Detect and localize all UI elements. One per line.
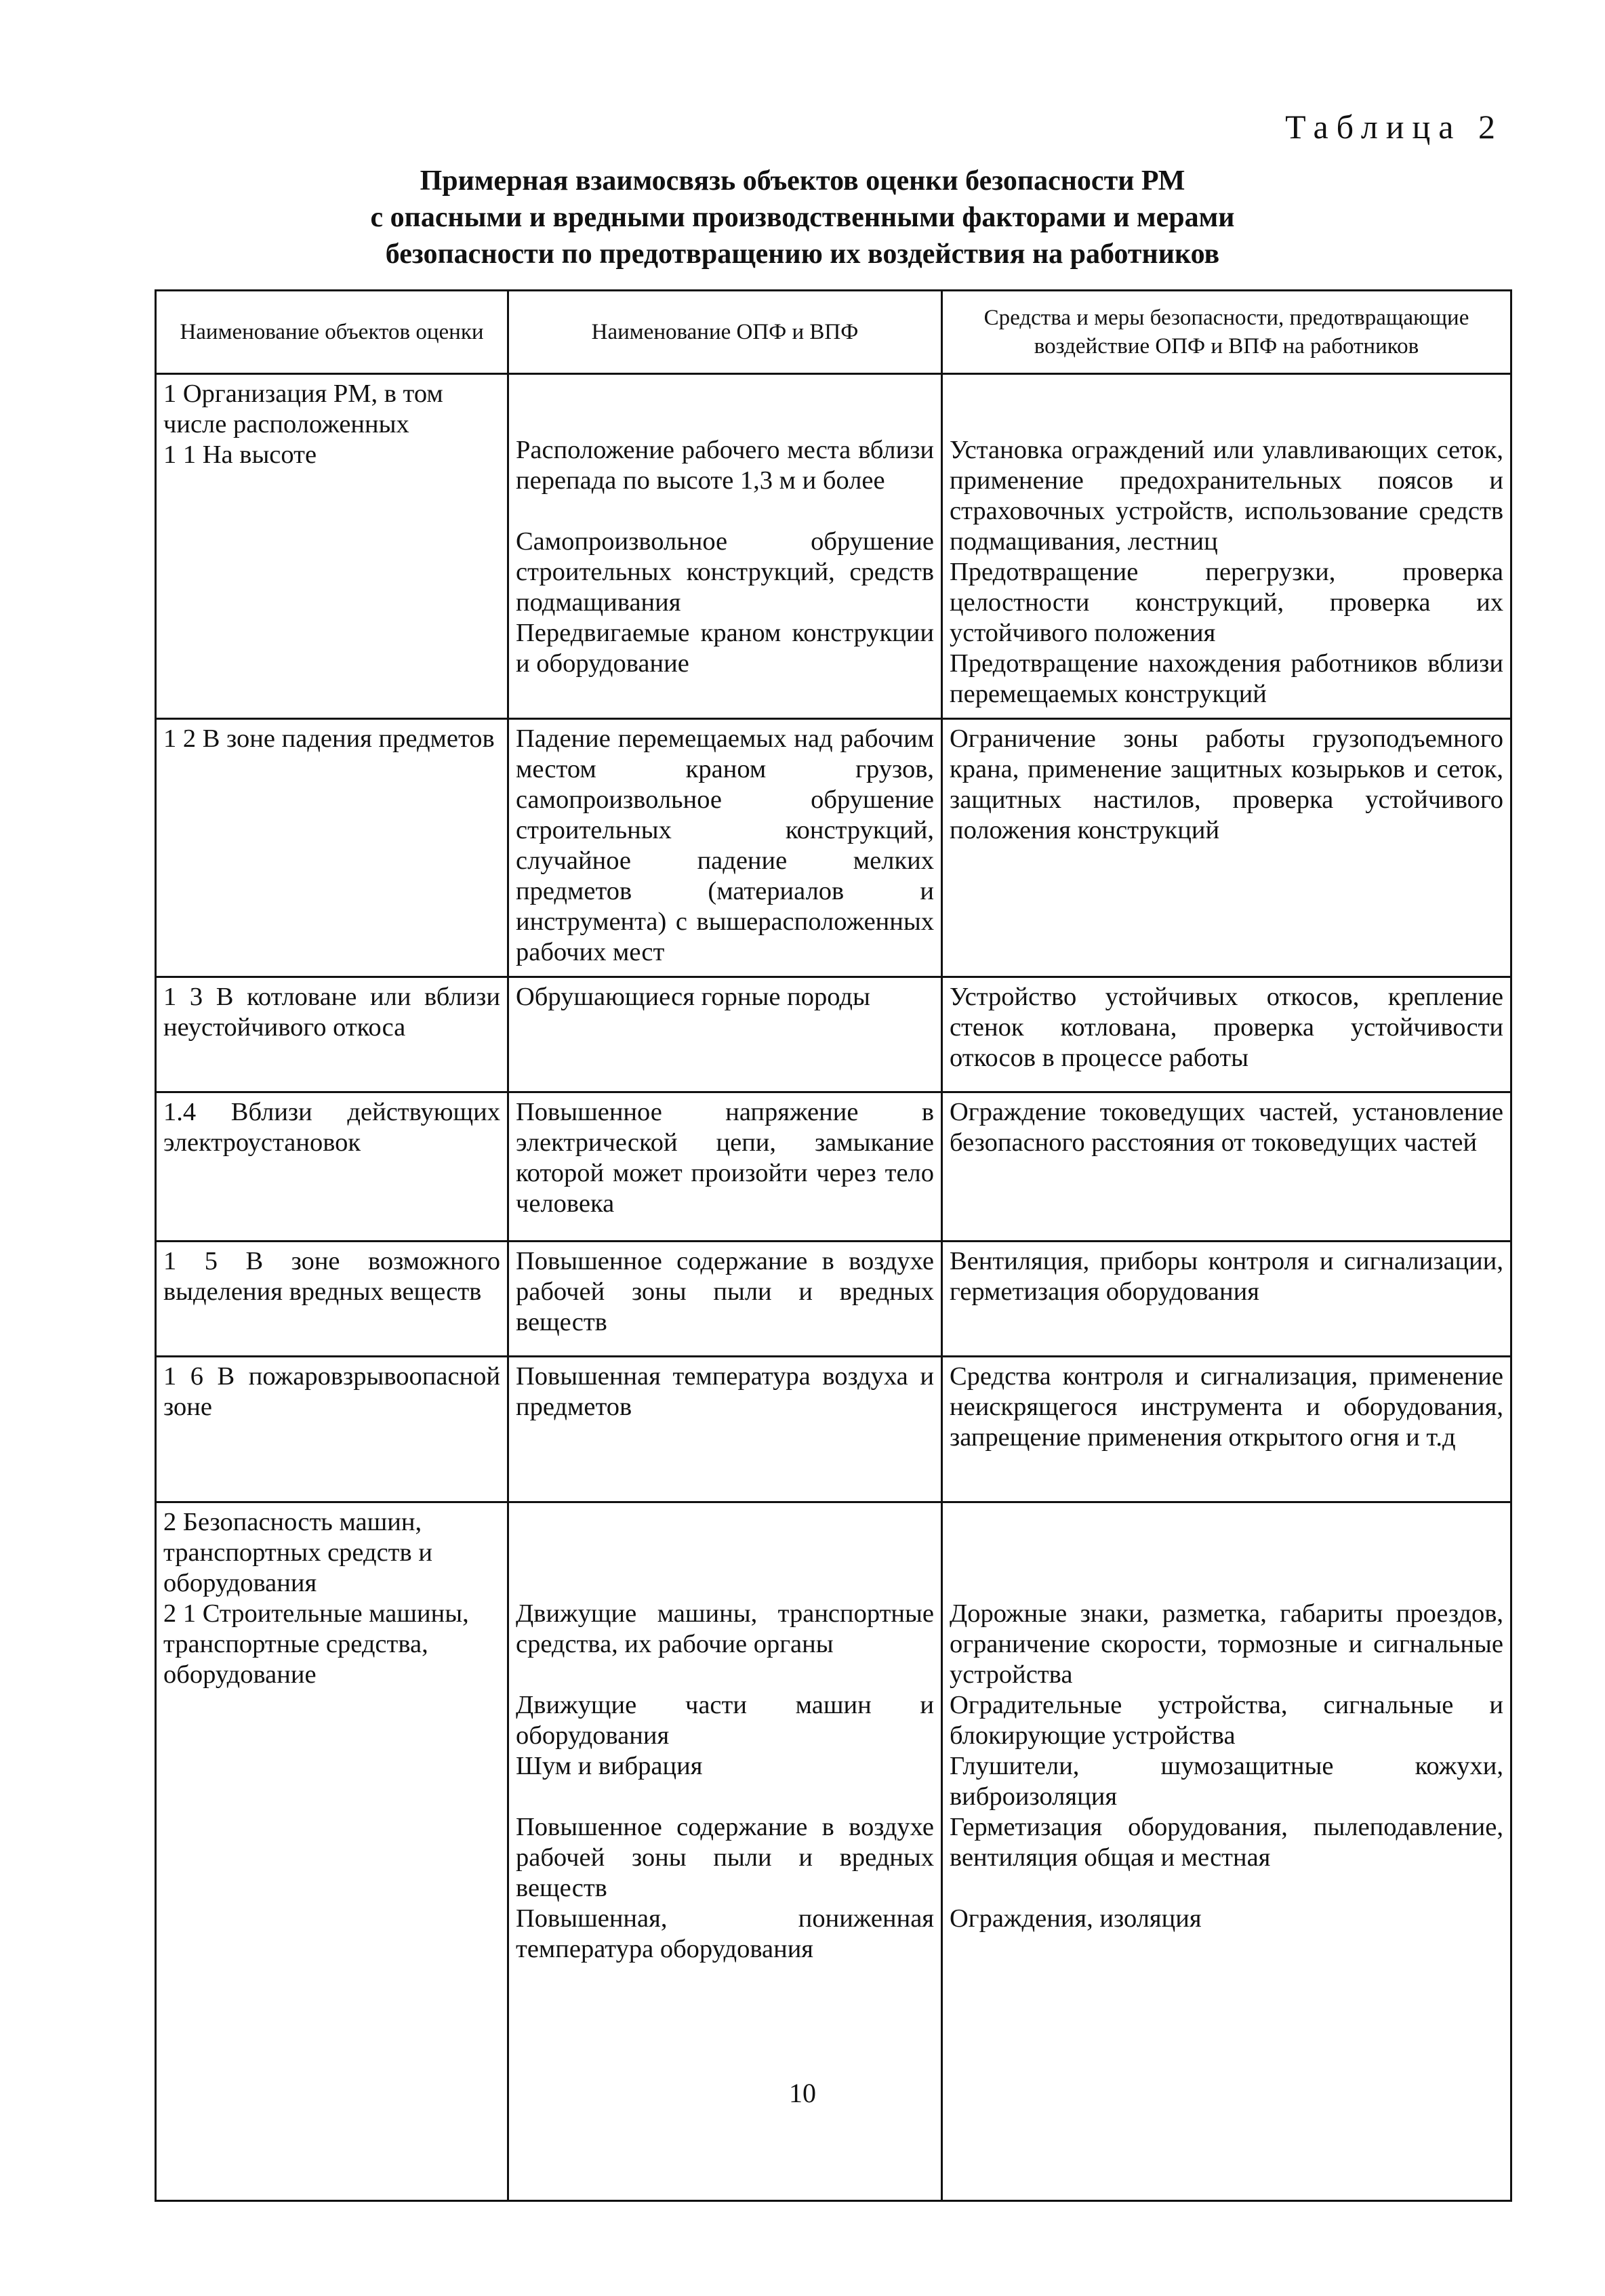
hazard-text: Движущие машины, транспортные средства, их рабочие органы [516, 1599, 934, 1658]
object-cell [156, 1242, 508, 1357]
safety-table [155, 289, 1512, 2202]
hazard-text: Шум и вибрация [516, 1752, 703, 1780]
object-text: 1 3 В котловане или вблизи неустойчивого откоса [163, 983, 500, 1042]
hazard-text: Передвигаемые краном конструкции и оборудование [516, 619, 934, 678]
title-line: безопасности по предотвращению их воздействия на работников [385, 239, 1220, 270]
document-title [0, 163, 1605, 272]
hazard-cell [508, 1092, 942, 1242]
measure-text: Ограничение зоны работы грузоподъемного крана, применение защитных козырьков и сеток, защитных настилов, проверка устойчивого положения конструкций [950, 724, 1503, 844]
object-cell [156, 719, 508, 977]
measure-text: Ограждения, изоляция [950, 1904, 1202, 1933]
table-label: Таблица 2 [1285, 108, 1503, 146]
table-row [156, 1242, 1511, 1357]
measure-text: Дорожные знаки, разметка, габариты проездов, ограничение скорости, тормозные и сигнальные устройства [950, 1599, 1503, 1689]
hazard-text: Повышенное содержание в воздухе рабочей зоны пыли и вредных веществ [516, 1247, 934, 1336]
header-row [156, 291, 1511, 374]
title-line: Примерная взаимосвязь объектов оценки безопасности РМ [420, 165, 1185, 197]
measure-cell [942, 977, 1511, 1092]
hazard-cell [508, 374, 942, 719]
header-measures: Средства и меры безопасности, предотвращающие воздействие ОПФ и ВПФ на работников [942, 291, 1511, 374]
measure-text: Устройство устойчивых откосов, крепление стенок котлована, проверка устойчивости откосов в процессе работы [950, 983, 1503, 1072]
measure-text: Предотвращение перегрузки, проверка целостности конструкций, проверка их устойчивого положения [950, 558, 1503, 647]
object-text: 1 6 В пожаровзрывоопасной зоне [163, 1362, 500, 1421]
hazard-text: Падение перемещаемых над рабочим местом краном грузов, самопроизвольное обрушение строительных конструкций, случайное падение мелких предметов (материалов и инструмента) с вышерасположенных рабочих мест [516, 724, 934, 966]
object-text: 1 2 В зоне падения предметов [163, 724, 495, 753]
object-cell [156, 1357, 508, 1502]
object-text: 1 Организация РМ, в том числе расположенных [163, 380, 443, 438]
measure-text: Герметизация оборудования, пылеподавление, вентиляция общая и местная [950, 1813, 1503, 1872]
hazard-text: Движущие части машин и оборудования [516, 1691, 934, 1750]
table-row [156, 1357, 1511, 1502]
hazard-text: Обрушающиеся горные породы [516, 983, 870, 1011]
measure-cell [942, 719, 1511, 977]
hazard-cell [508, 1357, 942, 1502]
hazard-cell [508, 1242, 942, 1357]
object-cell [156, 1092, 508, 1242]
object-text: 1 1 На высоте [163, 440, 317, 469]
table-row [156, 977, 1511, 1092]
measure-text: Установка ограждений или улавливающих сеток, применение предохранительных поясов и страховочных устройств, использование средств подмащивания, лестниц [950, 436, 1503, 556]
measure-cell [942, 1242, 1511, 1357]
measure-text: Оградительные устройства, сигнальные и блокирующие устройства [950, 1691, 1503, 1750]
hazard-cell [508, 977, 942, 1092]
hazard-text: Повышенное напряжение в электрической цепи, замыкание которой может произойти через тело человека [516, 1098, 934, 1218]
object-text: 2 Безопасность машин, транспортных средств и оборудования [163, 1508, 432, 1597]
measure-text: Ограждение токоведущих частей, установление безопасного расстояния от токоведущих частей [950, 1098, 1503, 1157]
measure-text: Средства контроля и сигнализация, применение неискрящегося инструмента и оборудования, запрещение применения открытого огня и т.д [950, 1362, 1503, 1452]
hazard-cell [508, 719, 942, 977]
hazard-text: Повышенная, пониженная температура оборудования [516, 1904, 934, 1963]
object-text: 1.4 Вблизи действующих электроустановок [163, 1098, 500, 1157]
measure-cell [942, 1357, 1511, 1502]
table-row [156, 1092, 1511, 1242]
page-number: 10 [789, 2078, 816, 2108]
header-hazards: Наименование ОПФ и ВПФ [508, 291, 942, 374]
header-objects: Наименование объектов оценки [156, 291, 508, 374]
object-cell [156, 977, 508, 1092]
table-row [156, 719, 1511, 977]
object-cell [156, 374, 508, 719]
measure-text: Предотвращение нахождения работников вблизи перемещаемых конструкций [950, 649, 1503, 708]
measure-cell [942, 1092, 1511, 1242]
hazard-text: Самопроизвольное обрушение строительных конструкций, средств подмащивания [516, 527, 934, 617]
table-row [156, 374, 1511, 719]
measure-text: Вентиляция, приборы контроля и сигнализации, герметизация оборудования [950, 1247, 1503, 1306]
hazard-text: Расположение рабочего места вблизи перепада по высоте 1,3 м и более [516, 436, 934, 495]
title-line: с опасными и вредными производственными факторами и мерами [370, 202, 1235, 233]
hazard-text: Повышенная температура воздуха и предметов [516, 1362, 934, 1421]
measure-text: Глушители, шумозащитные кожухи, виброизоляция [950, 1752, 1503, 1811]
measure-cell [942, 374, 1511, 719]
object-text: 2 1 Строительные машины, транспортные средства, оборудование [163, 1599, 469, 1689]
hazard-text: Повышенное содержание в воздухе рабочей зоны пыли и вредных веществ [516, 1813, 934, 1902]
object-text: 1 5 В зоне возможного выделения вредных веществ [163, 1247, 500, 1306]
